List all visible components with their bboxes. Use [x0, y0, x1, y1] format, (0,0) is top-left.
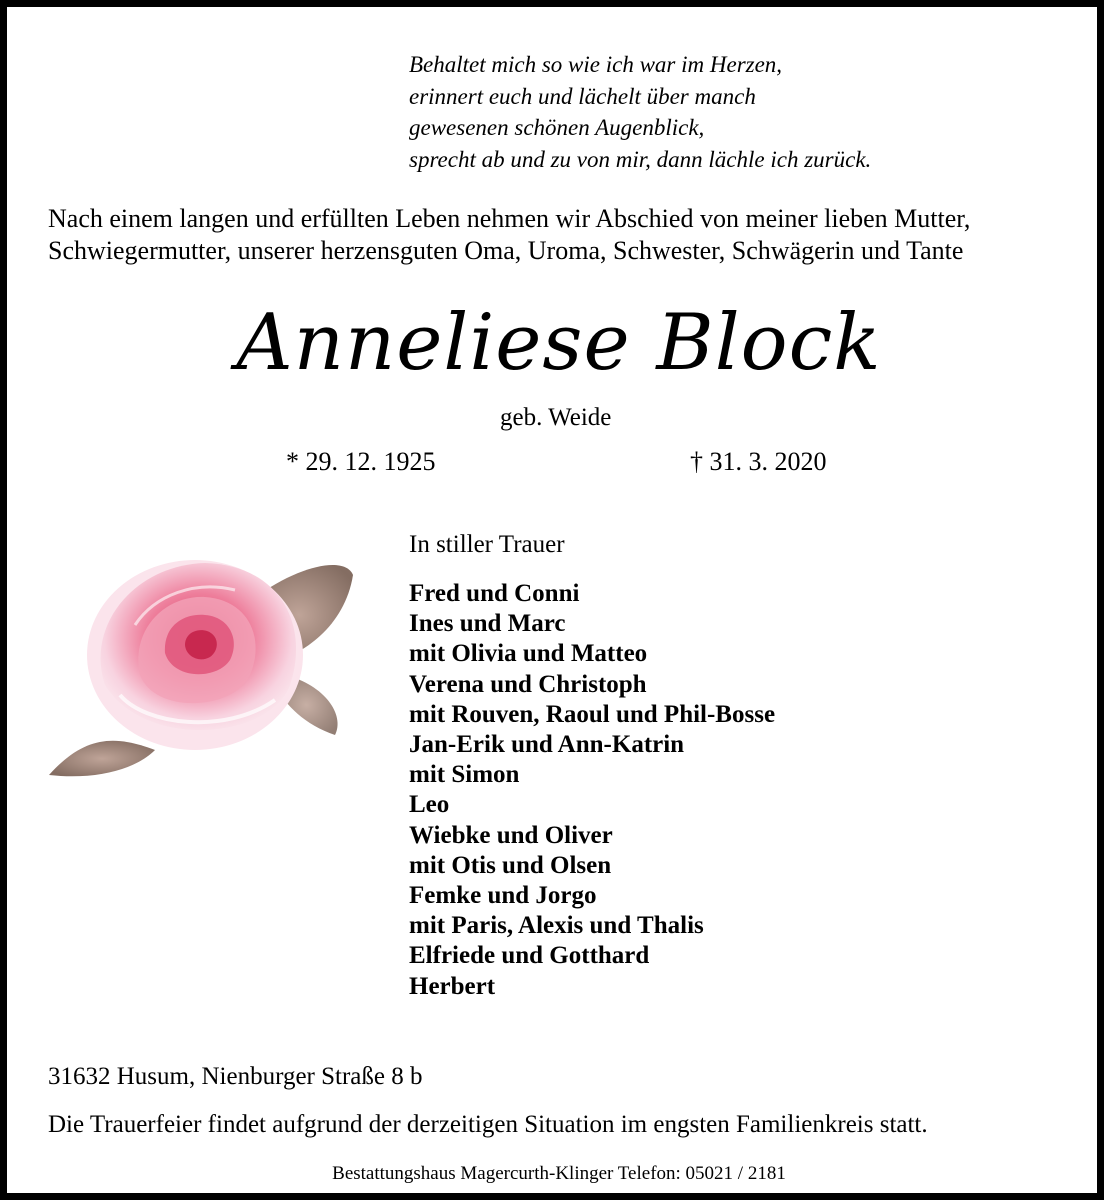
list-item: Herbert [409, 972, 496, 1000]
rose-icon [45, 535, 357, 785]
list-item: mit Simon [409, 761, 520, 789]
list-item: Elfriede und Gotthard [409, 942, 650, 970]
poem-line: gewesenen schönen Augenblick, [409, 115, 705, 140]
list-item: mit Paris, Alexis und Thalis [409, 912, 704, 940]
birth-name: geb. Weide [500, 404, 612, 431]
funeral-home-footer: Bestattungshaus Magercurth-Klinger Telefon: 05021 / 2181 [332, 1163, 786, 1184]
list-item: Femke und Jorgo [409, 882, 597, 910]
list-item: Ines und Marc [409, 610, 566, 638]
poem-line: Behaltet mich so wie ich war im Herzen, [409, 52, 783, 77]
grief-line: In stiller Trauer [409, 531, 565, 558]
birth-date: * 29. 12. 1925 [286, 447, 436, 476]
list-item: mit Olivia und Matteo [409, 640, 648, 668]
address: 31632 Husum, Nienburger Straße 8 b [48, 1063, 423, 1090]
deceased-name: Anneliese Block [236, 298, 882, 388]
mourners-list [409, 579, 775, 1002]
poem-line: erinnert euch und lächelt über manch [409, 83, 756, 109]
funeral-notice: Die Trauerfeier findet aufgrund der derzeitigen Situation im engsten Familienkreis statt. [48, 1111, 928, 1138]
list-item: Fred und Conni [409, 580, 580, 607]
list-item: Leo [409, 791, 450, 819]
intro-line: Schwiegermutter, unserer herzensguten Oma, Uroma, Schwester, Schwägerin und Tante [48, 236, 964, 265]
list-item: Wiebke und Oliver [409, 821, 613, 849]
intro-text [48, 203, 1078, 267]
list-item: mit Rouven, Raoul und Phil-Bosse [409, 700, 776, 728]
list-item: Jan-Erik und Ann-Katrin [409, 731, 685, 759]
list-item: Verena und Christoph [409, 670, 647, 698]
list-item: mit Otis und Olsen [409, 851, 612, 879]
intro-line: Nach einem langen und erfüllten Leben nehmen wir Abschied von meiner lieben Mutter, [48, 204, 971, 233]
poem [409, 49, 871, 175]
poem-line: sprecht ab und zu von mir, dann lächle ich zurück. [409, 146, 872, 172]
death-date: † 31. 3. 2020 [690, 447, 827, 476]
